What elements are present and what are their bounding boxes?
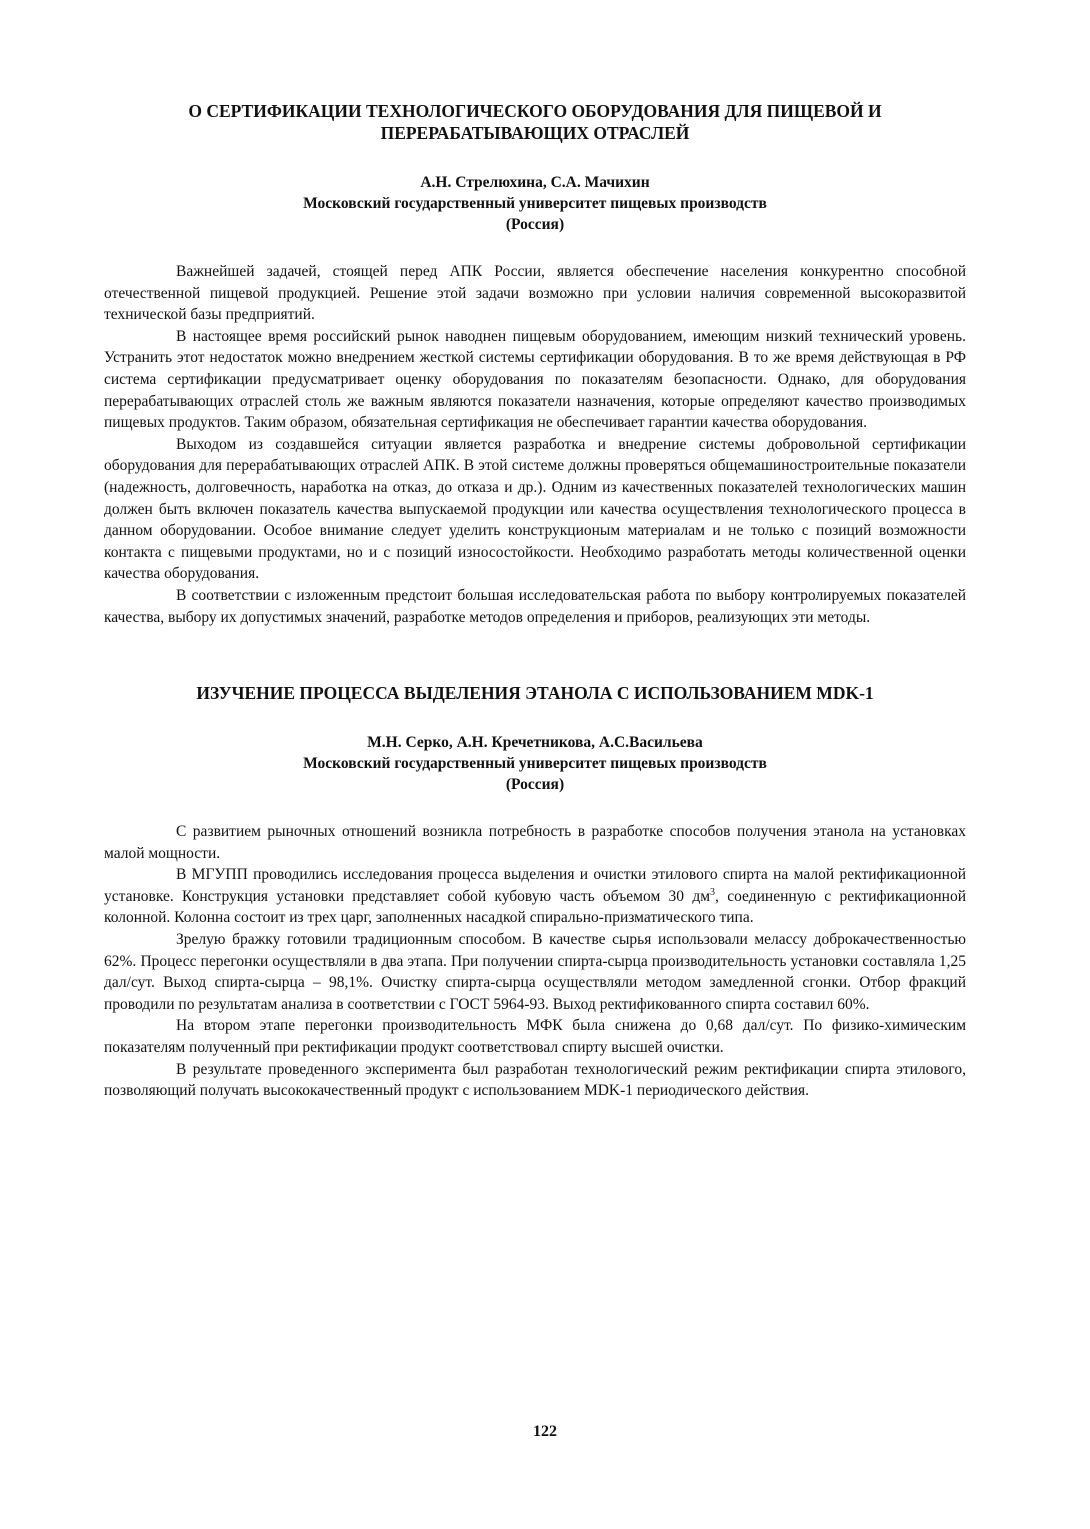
article-affiliation: Московский государственный университет пищевых производств — [303, 195, 767, 212]
paragraph: Зрелую бражку готовили традиционным способом. В качестве сырья использовали мелассу доброкачественностью 62%. Процесс перегонки осуществляли в два этапа. При получении спирта-сырца производительность установки составляла 1,25 дал/сут. Выход спирта-сырца – 98,1%. Очистку спирта-сырца осуществляли методом замедленной сгонки. Отбор фракций проводили по результатам анализа в соответствии с ГОСТ 5964-93. Выход ректификованного спирта составил 60%. — [104, 931, 966, 1013]
article-affiliation: Московский государственный университет пищевых производств — [303, 755, 767, 773]
article-ethanol — [104, 682, 966, 1102]
paragraph: В настоящее время российский рынок наводнен пищевым оборудованием, имеющим низкий технический уровень. Устранить этот недостаток можно внедрением жесткой системы сертификации оборудования. В то же время действующая в РФ система сертификации предусматривает оценку оборудования по показателям безопасности. Однако, для оборудования перерабатывающих отраслей столь же важным являются показатели назначения, которые определяют качество производимых пищевых продуктов. Таким образом, обязательная сертификация не обеспечивает гарантии качества оборудования. — [104, 327, 966, 432]
paragraph-text: , соединенную с ректификационной колонной. Колонна состоит из трех царг, заполненных насадкой спирально-призматического типа. — [104, 887, 966, 927]
article-country: (Россия) — [505, 776, 565, 794]
article-body — [104, 261, 966, 628]
paragraph: В результате проведенного эксперимента был разработан технологический режим ректификации спирта этилового, позволяющий получать высококачественный продукт с использованием MDK-1 периодического действия. — [104, 1060, 966, 1100]
paragraph: На втором этапе перегонки производительность МФК была снижена до 0,68 дал/сут. По физико-химическим показателям полученный при ректификации продукт соответствовал спирту высшей очистки. — [104, 1017, 966, 1057]
paragraph: Выходом из создавшейся ситуации является разработка и внедрение системы добровольной сертификации оборудования для перерабатывающих отраслей АПК. В этой системе должны проверяться общемашиностроительные показатели (надежность, долговечность, наработка на отказ, до отказа и др.). Одним из качественных показателей технологических машин должен быть включен показатель качества выпускаемой продукции или качества осуществления технологического процесса в данном оборудовании. Особое внимание следует уделить конструкционым материалам и не только с позиций возможности контакта с пищевыми продуктами, но и с позиций износостойкости. Необходимо разработать методы количественной оценки качества оборудования. — [104, 435, 966, 583]
article-country: (Россия) — [505, 216, 565, 233]
paragraph: Важнейшей задачей, стоящей перед АПК России, является обеспечение населения конкурентно способной отечественной пищевой продукцией. Решение этой задачи возможно при условии наличия современной высокоразвитой технической базы предприятий. — [104, 263, 966, 324]
paragraph: В соответствии с изложенным предстоит большая исследовательская работа по выбору контролируемых показателей качества, выбору их допустимых значений, разработке методов определения и приборов, реализующих эти методы. — [104, 586, 966, 626]
page-number: 122 — [533, 1423, 557, 1440]
article-body — [104, 821, 966, 1102]
article-title: О СЕРТИФИКАЦИИ ТЕХНОЛОГИЧЕСКОГО ОБОРУДОВАНИЯ ДЛЯ ПИЩЕВОЙ И ПЕРЕРАБАТЫВАЮЩИХ ОТРАСЛЕЙ — [188, 101, 882, 143]
article-authors: А.Н. Стрелюхина, С.А. Мачихин — [420, 174, 650, 191]
article-title: ИЗУЧЕНИЕ ПРОЦЕССА ВЫДЕЛЕНИЯ ЭТАНОЛА С ИСПОЛЬЗОВАНИЕМ MDK-1 — [196, 683, 874, 704]
article-certification — [104, 100, 966, 628]
page-content — [104, 100, 966, 1102]
paragraph — [104, 864, 966, 929]
paragraph: С развитием рыночных отношений возникла потребность в разработке способов получения этанола на установках малой мощности. — [104, 823, 966, 862]
paragraph-text: В МГУПП проводились исследования процесса выделения и очистки этилового спирта на малой ректификационной установке. Конструкция установки представляет собой кубовую часть объемом 30 дм — [104, 866, 966, 905]
superscript: 3 — [710, 886, 716, 898]
article-authors: М.Н. Серко, А.Н. Кречетникова, А.С.Васильева — [367, 734, 703, 752]
